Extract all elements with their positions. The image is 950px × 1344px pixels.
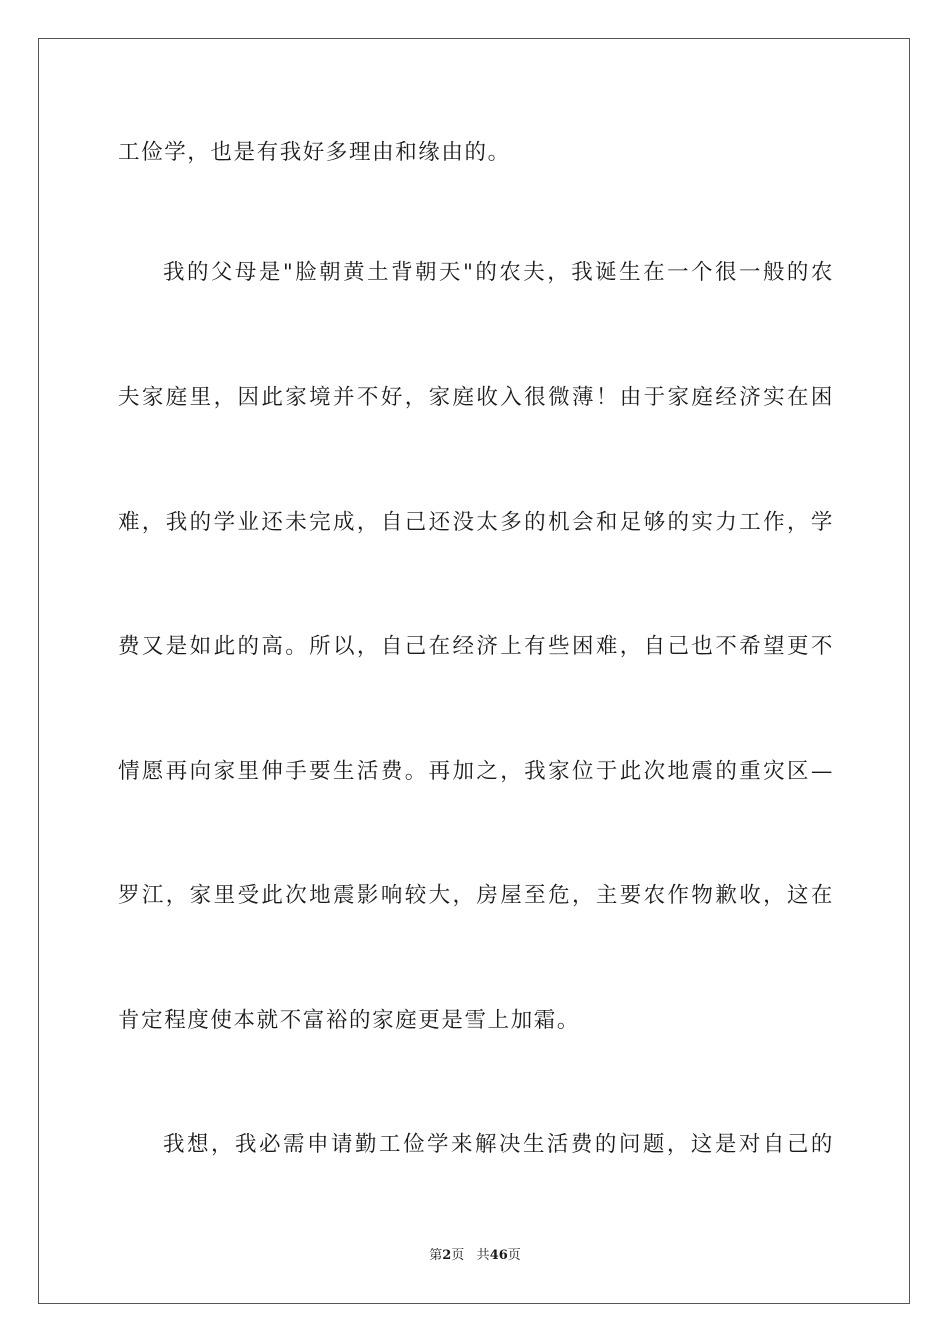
text-line-4: 难，我的学业还未完成，自己还没太多的机会和足够的实力工作，学 — [118, 510, 834, 535]
footer-page-suffix: 页 — [451, 1248, 465, 1263]
footer-total-suffix: 页 — [507, 1248, 521, 1263]
text-line-7: 罗江，家里受此次地震影响较大，房屋至危，主要农作物歉收，这在 — [118, 883, 834, 908]
text-line-8: 肯定程度使本就不富裕的家庭更是雪上加霜。 — [118, 1008, 581, 1033]
page-footer — [0, 1247, 950, 1265]
footer-total-prefix: 共 — [476, 1248, 490, 1263]
page-frame — [38, 38, 910, 1304]
text-line-1: 工俭学，也是有我好多理由和缘由的。 — [118, 140, 511, 165]
footer-total-pages: 46 — [489, 1248, 508, 1263]
text-line-6: 情愿再向家里伸手要生活费。再加之，我家位于此次地震的重灾区— — [118, 759, 834, 784]
text-line-3: 夫家庭里，因此家境并不好，家庭收入很微薄！由于家庭经济实在困 — [118, 385, 834, 410]
text-line-9: 我想，我必需申请勤工俭学来解决生活费的问题，这是对自己的 — [163, 1132, 834, 1157]
footer-page-number: 2 — [442, 1248, 452, 1263]
text-line-2: 我的父母是"脸朝黄土背朝天"的农夫，我诞生在一个很一般的农 — [163, 260, 834, 285]
text-line-5: 费又是如此的高。所以，自己在经济上有些困难，自己也不希望更不 — [118, 634, 834, 659]
footer-page-prefix: 第 — [429, 1248, 443, 1263]
